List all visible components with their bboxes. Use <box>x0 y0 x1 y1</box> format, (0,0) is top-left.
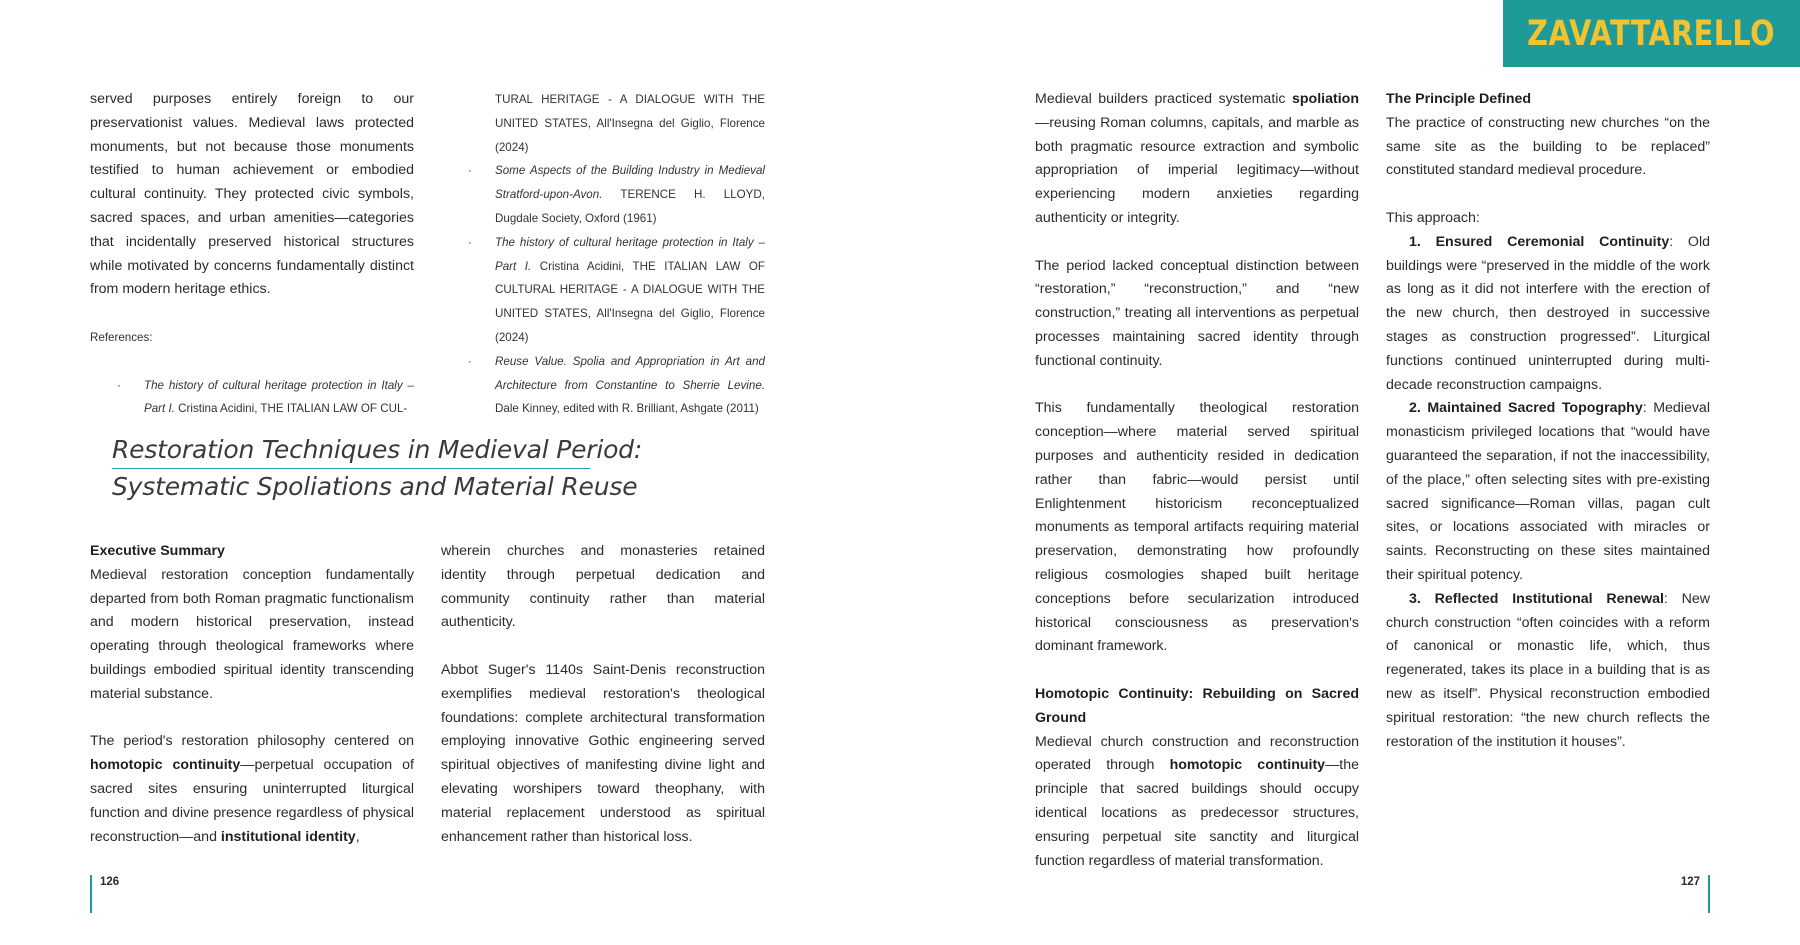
page-number: 127 <box>1680 876 1700 888</box>
reference-source: Cristina Acidini, THE ITALIAN LAW OF CUL- <box>174 402 408 416</box>
reference-source: Cristina Acidini, THE ITALIAN LAW OF CULTURAL HERITAGE - A DIALOGUE WITH THE UNITED STATES, All'Insegna del Giglio, Florence (2024) <box>495 259 765 344</box>
references-label-block <box>90 326 414 421</box>
references-list-left <box>90 374 414 422</box>
text-run: —perpetual occupation of sacred sites ensuring uninterrupted liturgical function and divine presence regardless of physical reconstruction—and <box>90 757 414 845</box>
left-col1-top <box>90 88 414 302</box>
page-number-right <box>1660 875 1710 913</box>
folio-bar <box>90 875 92 913</box>
reference-title: The history of cultural heritage protection in Italy – Part I. <box>144 378 414 416</box>
right-col2-paragraph-1: The practice of constructing new churches “on the same site as the building to be replaced” constituted standard medieval procedure. <box>1386 114 1710 179</box>
brand-name: ZAVATTARELLO <box>1527 13 1776 54</box>
approach-item-text: : Medieval monasticism privileged locations that “would have guaranteed the separation, if not the inaccessibility, of the place,” often selecting sites with pre-existing sacred significance—Roman villas, pagan cult sites, or locations associated with miracles or saints. Reconstructing on these sites maintained their spiritual potency. <box>1386 400 1710 583</box>
reference-title: The history of cultural heritage protection in Italy – Part I. <box>495 235 765 273</box>
executive-summary-paragraph-1: Medieval restoration conception fundamentally departed from both Roman pragmatic functionalism and modern historical preservation, instead operating through theological frameworks where buildings embodied spiritual identity transcending material substance. <box>90 566 414 702</box>
right-col1 <box>1035 88 1359 873</box>
folio-bar <box>1708 875 1710 913</box>
principle-defined-heading: The Principle Defined <box>1386 91 1532 107</box>
right-col1-paragraph-2: The period lacked conceptual distinction between “restoration,” “reconstruction,” and “new construction,” treating all interventions as perpetual processes maintaining sacred identity through functional continuity. <box>1035 257 1359 369</box>
brand-banner <box>1503 0 1800 67</box>
reference-title: Some Aspects of the Building Industry in Medieval Stratford-upon-Avon. <box>495 164 765 202</box>
reference-item <box>441 350 765 421</box>
left-body-text: served purposes entirely foreign to our preservationist values. Medieval laws protected monuments, but not because those monuments testified to human achievement or embodied cultural continuity. They protected civic symbols, sacred spaces, and urban amenities—categories that incidentally preserved historical structures while motivated by concerns fundamentally distinct from modern heritage ethics. <box>90 91 414 298</box>
references-continued <box>441 88 765 421</box>
reference-title: Reuse Value. Spolia and Appropriation in Art and Architecture from Constantine to Sherrie Levine. <box>495 354 765 392</box>
reference-continuation: TURAL HERITAGE - A DIALOGUE WITH THE UNITED STATES, All'Insegna del Giglio, Florence (2024) <box>495 93 765 154</box>
page-number: 126 <box>100 876 120 888</box>
left-col2-bottom <box>441 540 765 849</box>
reference-source: Dale Kinney, edited with R. Brilliant, Ashgate (2011) <box>495 402 759 416</box>
approach-item-label: 1. Ensured Ceremonial Continuity <box>1409 233 1670 250</box>
approach-item-text: : New church construction “often coincides with a reform of canonical or monastic life, which, thus regenerated, takes its place in a building that is as new as itself”. Physical reconstruction embodied spiritual restoration: “the new church reflects the restoration of the institution it houses”. <box>1386 590 1710 750</box>
left-col2-paragraph-2: Abbot Suger's 1140s Saint-Denis reconstruction exemplifies medieval restoration's theological foundations: complete architectural transformation employing innovative Gothic engineering served spiritual objectives of manifesting divine light and elevating worshipers toward theophany, with material replacement understood as spiritual enhancement rather than historical loss. <box>441 661 765 845</box>
text-run: Medieval church construction and reconstruction operated through <box>1035 733 1359 774</box>
approach-item-2 <box>1386 397 1710 587</box>
homotopic-continuity-heading: Homotopic Continuity: Rebuilding on Sacred Ground <box>1035 685 1359 726</box>
bold-term: institutional identity <box>220 828 356 845</box>
text-run: , <box>355 828 360 845</box>
text-run: —reusing Roman columns, capitals, and marble as both pragmatic resource extraction and symbolic appropriation of imperial legitimacy—without experiencing modern anxieties regarding authenticity or integrity. <box>1035 114 1359 226</box>
reference-item <box>90 374 414 422</box>
section-title-line1: Restoration Techniques in Medieval Period: <box>112 435 643 464</box>
left-col1-bottom <box>90 540 414 849</box>
approach-intro: This approach: <box>1386 209 1480 226</box>
reference-source: TERENCE H. LLOYD, Dugdale Society, Oxford (1961) <box>495 188 765 225</box>
right-col1-paragraph-3: This fundamentally theological restoration conception—where material served spiritual purposes and authenticity resided in dedication rather than fabric—would persist until Enlightenment historicism reconceptualized monuments as temporal artifacts requiring material preservation, demonstrating how profoundly religious cosmologies shaped built heritage conceptions before secularization introduced historical consciousness as preservation's dominant framework. <box>1035 400 1359 655</box>
text-run: The period's restoration philosophy centered on <box>90 733 414 750</box>
reference-item <box>441 231 765 350</box>
text-run: —the principle that sacred buildings should occupy identical locations as predecessor structures, ensuring perpetual site sanctity and liturgical function regardless of material transformation. <box>1035 757 1359 869</box>
right-col1-paragraph-1 <box>1035 88 1359 231</box>
left-col2-paragraph-1: wherein churches and monasteries retained identity through perpetual dedication and community continuity rather than material authenticity. <box>441 543 765 631</box>
bold-term: homotopic continuity <box>1169 757 1326 774</box>
executive-summary-heading: Executive Summary <box>90 543 225 559</box>
approach-item-3 <box>1386 588 1710 755</box>
approach-item-label: 3. Reflected Institutional Renewal <box>1409 590 1664 607</box>
approach-item-text: : Old buildings were “preserved in the middle of the work as long as it did not interfere with the erection of the new church, then destroyed in successive stages as construction progressed”. Liturgical functions continued uninterrupted during multi-decade reconstruction campaigns. <box>1386 233 1710 393</box>
references-label: References: <box>90 331 153 344</box>
approach-item-label: 2. Maintained Sacred Topography <box>1409 400 1643 417</box>
approach-item-1 <box>1386 231 1710 398</box>
right-col2 <box>1386 88 1710 754</box>
bold-term: homotopic continuity <box>90 757 241 774</box>
references-list-right <box>441 88 765 421</box>
section-title-line2: Systematic Spoliations and Material Reuse <box>112 472 638 501</box>
text-run: Medieval builders practiced systematic <box>1035 91 1292 107</box>
bold-term: spoliation <box>1292 91 1359 107</box>
section-title <box>112 432 643 505</box>
executive-summary-paragraph-2 <box>90 730 414 849</box>
reference-item <box>441 159 765 230</box>
right-col1-paragraph-4 <box>1035 731 1359 874</box>
